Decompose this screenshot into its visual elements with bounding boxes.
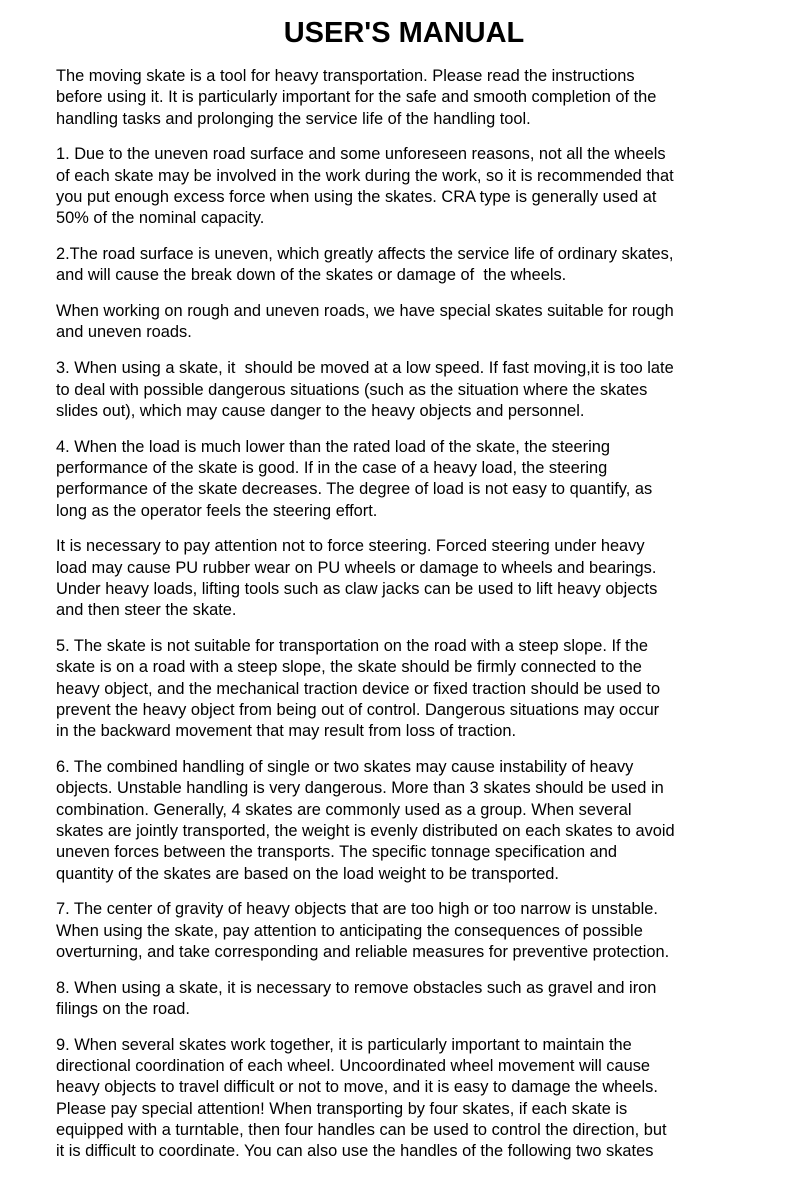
text-line: equipped with a turntable, then four handles can be used to control the direction, but (56, 1120, 667, 1139)
text-line: combination. Generally, 4 skates are commonly used as a group. When several (56, 800, 632, 819)
text-line: objects. Unstable handling is very dangerous. More than 3 skates should be used in (56, 779, 664, 798)
text-line: directional coordination of each wheel. Uncoordinated wheel movement will cause (56, 1057, 651, 1076)
text-line: you put enough excess force when using the skates. CRA type is generally used at (56, 187, 657, 206)
text-line: in the backward movement that may result from loss of traction. (56, 722, 517, 741)
paragraph-item-2 (56, 244, 768, 287)
text-line: and will cause the break down of the skates or damage of the wheels. (56, 266, 567, 285)
text-line: slides out), which may cause danger to the heavy objects and personnel. (56, 401, 585, 420)
paragraph-item-8 (56, 978, 768, 1021)
text-line: it is difficult to coordinate. You can also use the handles of the following two skates (56, 1142, 654, 1161)
text-line: heavy objects to travel difficult or not to move, and it is easy to damage the wheels. (56, 1078, 658, 1097)
text-line: 3. When using a skate, it should be moved at a low speed. If fast moving,it is too late (56, 359, 674, 378)
text-line: and then steer the skate. (56, 601, 237, 620)
text-line: filings on the road. (56, 999, 190, 1018)
paragraph-item-7 (56, 899, 768, 963)
text-line: prevent the heavy object from being out of control. Dangerous situations may occur (56, 700, 660, 719)
text-line: uneven forces between the transports. The specific tonnage specification and (56, 843, 617, 862)
text-line: 6. The combined handling of single or two skates may cause instability of heavy (56, 758, 634, 777)
text-line: When using the skate, pay attention to anticipating the consequences of possible (56, 921, 643, 940)
text-line: skates are jointly transported, the weight is evenly distributed on each skates to avoid (56, 821, 675, 840)
text-line: performance of the skate is good. If in the case of a heavy load, the steering (56, 458, 608, 477)
text-line: It is necessary to pay attention not to force steering. Forced steering under heavy (56, 537, 645, 556)
text-line: heavy object, and the mechanical traction device or fixed traction should be used to (56, 679, 661, 698)
paragraph-item-1 (56, 144, 768, 229)
text-line: 8. When using a skate, it is necessary to remove obstacles such as gravel and iron (56, 978, 657, 997)
text-line: overturning, and take corresponding and reliable measures for preventive protection. (56, 942, 670, 961)
text-line: skate is on a road with a steep slope, the skate should be firmly connected to the (56, 658, 642, 677)
text-line: 9. When several skates work together, it is particularly important to maintain the (56, 1035, 632, 1054)
paragraph-item-9 (56, 1035, 768, 1163)
manual-body (56, 66, 768, 1177)
text-line: to deal with possible dangerous situations (such as the situation where the skates (56, 380, 648, 399)
text-line: performance of the skate decreases. The degree of load is not easy to quantify, as (56, 480, 653, 499)
text-line: The moving skate is a tool for heavy transportation. Please read the instructions (56, 67, 635, 85)
text-line: 1. Due to the uneven road surface and some unforeseen reasons, not all the wheels (56, 145, 666, 164)
text-line: 5. The skate is not suitable for transportation on the road with a steep slope. If the (56, 637, 648, 656)
paragraph-item-6 (56, 757, 768, 885)
text-line: handling tasks and prolonging the service life of the handling tool. (56, 109, 531, 128)
paragraph-item-3 (56, 358, 768, 422)
text-line: load may cause PU rubber wear on PU wheels or damage to wheels and bearings. (56, 558, 657, 577)
paragraph-intro (56, 66, 768, 130)
paragraph-item-2-note (56, 301, 768, 344)
text-line: and uneven roads. (56, 323, 192, 342)
paragraph-item-4 (56, 437, 768, 522)
text-line: 7. The center of gravity of heavy objects that are too high or too narrow is unstable. (56, 900, 658, 919)
text-line: long as the operator feels the steering effort. (56, 501, 378, 520)
paragraph-item-5 (56, 636, 768, 742)
page-title: USER'S MANUAL (283, 17, 525, 49)
text-line: of each skate may be involved in the work during the work, so it is recommended that (56, 166, 674, 185)
text-line: before using it. It is particularly important for the safe and smooth completion of the (56, 88, 657, 107)
text-line: quantity of the skates are based on the load weight to be transported. (56, 864, 559, 883)
text-line: Under heavy loads, lifting tools such as claw jacks can be used to lift heavy objects (56, 579, 658, 598)
text-line: 4. When the load is much lower than the rated load of the skate, the steering (56, 437, 610, 456)
text-line: 50% of the nominal capacity. (56, 209, 265, 228)
text-line: 2.The road surface is uneven, which greatly affects the service life of ordinary skates, (56, 245, 674, 264)
text-line: When working on rough and uneven roads, we have special skates suitable for rough (56, 302, 674, 321)
text-line: Please pay special attention! When transporting by four skates, if each skate is (56, 1099, 628, 1118)
paragraph-item-4-note (56, 536, 768, 621)
